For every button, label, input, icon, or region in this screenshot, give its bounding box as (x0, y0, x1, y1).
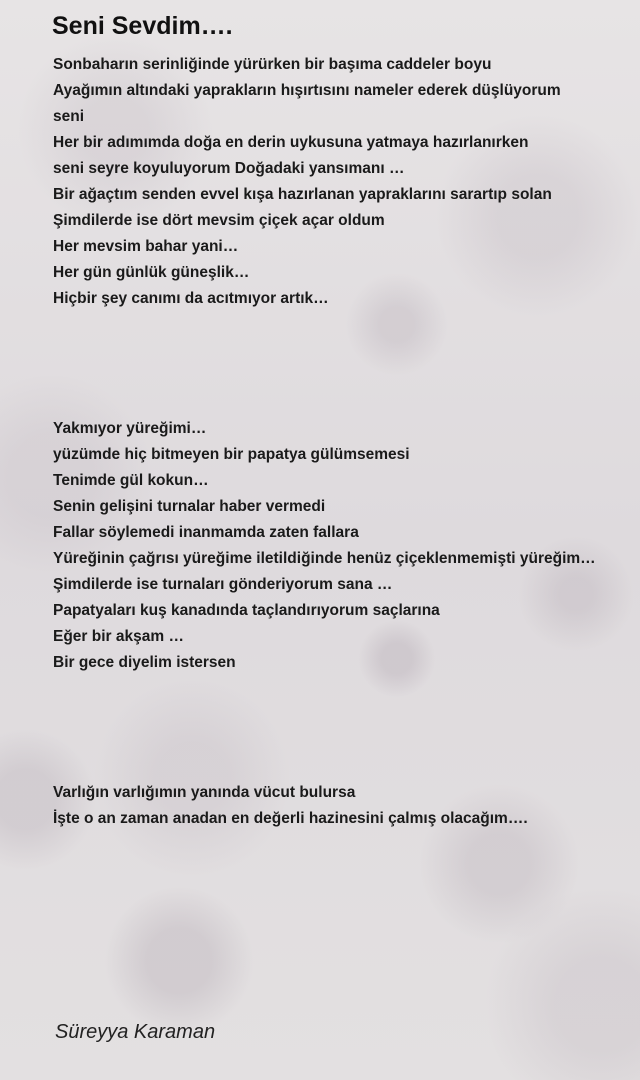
poem-line: Eğer bir akşam … (53, 628, 184, 645)
poem-line: Ayağımın altındaki yaprakların hışırtısını nameler ederek düşlüyorum (53, 82, 561, 99)
poem-line: Şimdilerde ise dört mevsim çiçek açar oldum (53, 212, 385, 229)
poem-title: Seni Sevdim…. (52, 12, 233, 40)
poem-line: Hiçbir şey canımı da acıtmıyor artık… (53, 290, 329, 307)
poem-line: Şimdilerde ise turnaları gönderiyorum sana … (53, 576, 393, 593)
poem-line: Bir gece diyelim istersen (53, 654, 236, 671)
poem-line: Her bir adımımda doğa en derin uykusuna yatmaya hazırlanırken (53, 134, 529, 151)
poem-line: seni (53, 108, 85, 125)
poem-line: Her mevsim bahar yani… (53, 238, 239, 255)
poem-line: Tenimde gül kokun… (53, 472, 209, 489)
stanza-3 (53, 780, 633, 832)
poem-body (53, 52, 633, 832)
poem-line: seni seyre koyuluyorum Doğadaki yansımanı … (53, 160, 405, 177)
poem-line: Sonbaharın serinliğinde yürürken bir başıma caddeler boyu (53, 56, 492, 73)
poem-author: Süreyya Karaman (55, 1021, 216, 1043)
stanza-1 (53, 52, 633, 312)
poem-line: Senin gelişini turnalar haber vermedi (53, 498, 326, 515)
poem-line: Her gün günlük güneşlik… (53, 264, 250, 281)
poem-line: yüzümde hiç bitmeyen bir papatya gülümsemesi (53, 446, 410, 463)
poem-line: Varlığın varlığımın yanında vücut bulursa (53, 784, 356, 801)
poem-line: Papatyaları kuş kanadında taçlandırıyorum saçlarına (53, 602, 440, 619)
poem-line: Bir ağaçtım senden evvel kışa hazırlanan yapraklarını sarartıp solan (53, 186, 552, 203)
poem-line: Fallar söylemedi inanmamda zaten fallara (53, 524, 359, 541)
poem-line: İşte o an zaman anadan en değerli hazinesini çalmış olacağım…. (53, 810, 528, 827)
poem-line: Yakmıyor yüreğimi… (53, 420, 207, 437)
stanza-2 (53, 416, 633, 676)
poem-line: Yüreğinin çağrısı yüreğime iletildiğinde henüz çiçeklenmemişti yüreğim… (53, 550, 596, 567)
